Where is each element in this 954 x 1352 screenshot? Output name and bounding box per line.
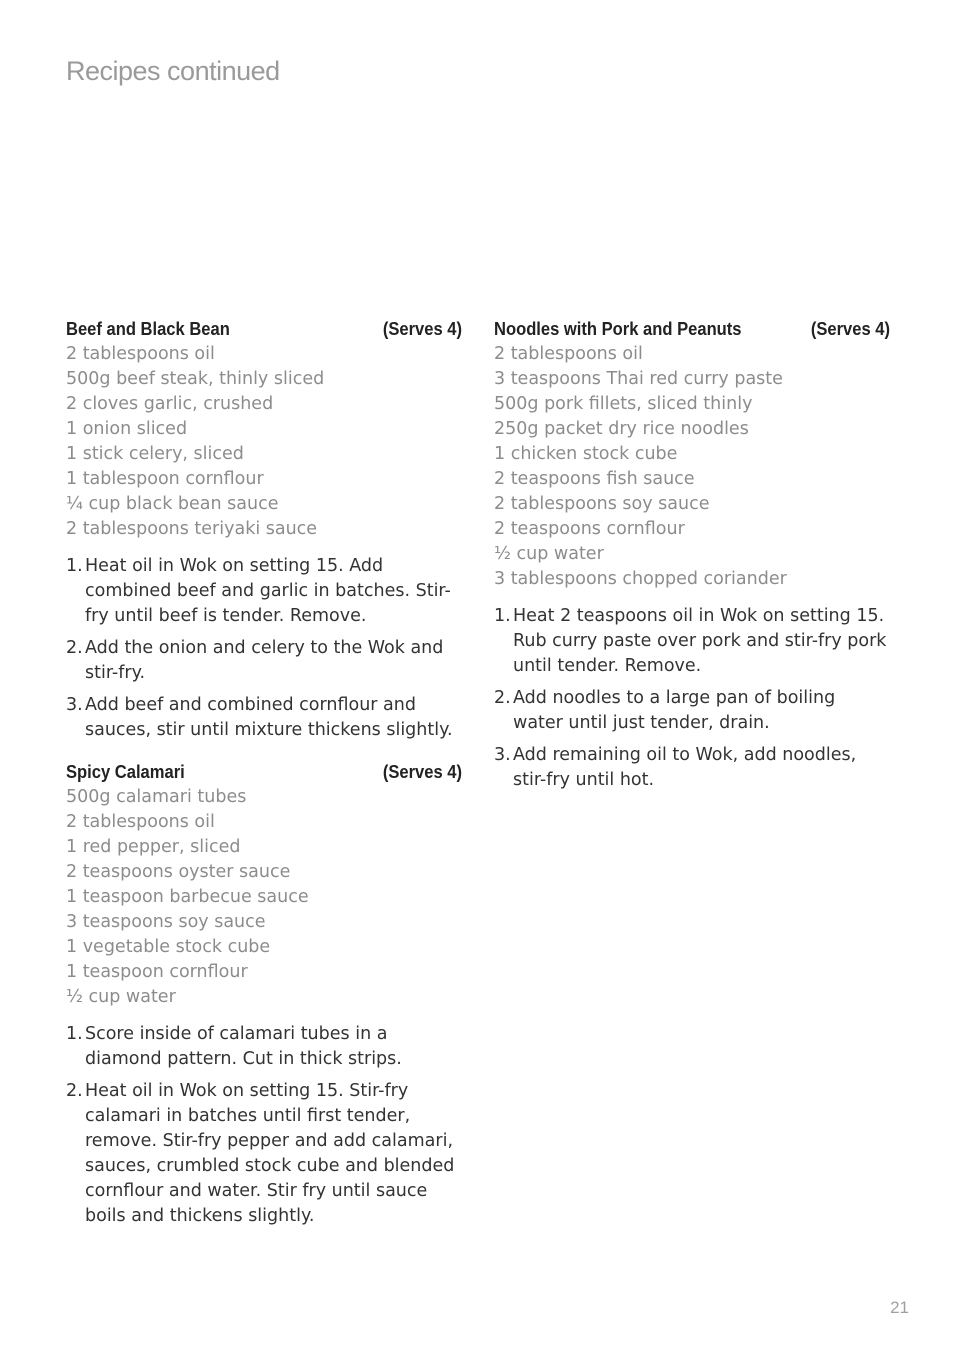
recipe-title: Noodles with Pork and Peanuts [494, 319, 742, 339]
method-steps [66, 554, 462, 743]
ingredient-item: 2 tablespoons soy sauce [494, 494, 710, 514]
ingredient-item: 1 chicken stock cube [494, 444, 678, 464]
ingredient-item: ½ cup water [494, 544, 604, 564]
recipe-spicy-calamari [66, 759, 462, 1229]
step-number: 2. [66, 1081, 83, 1101]
step-text: Heat 2 teaspoons oil in Wok on setting 15. Rub curry paste over pork and stir-fry pork until tender. Remove. [513, 606, 887, 676]
page-title: Recipes continued [66, 56, 280, 86]
step-number: 3. [494, 745, 511, 765]
left-column [66, 316, 462, 1245]
step-number: 1. [494, 606, 511, 626]
recipe-beef-and-black-bean [66, 316, 462, 743]
step-text: Add beef and combined cornflour and sauces, stir until mixture thickens slightly. [85, 695, 453, 740]
step-text: Add remaining oil to Wok, add noodles, stir-fry until hot. [513, 745, 857, 790]
step-text: Heat oil in Wok on setting 15. Add combined beef and garlic in batches. Stir-fry until beef is tender. Remove. [85, 556, 451, 626]
method-step [66, 554, 462, 629]
ingredient-item: 1 tablespoon cornflour [66, 469, 264, 489]
recipe-header [66, 316, 462, 342]
ingredient-item: 1 vegetable stock cube [66, 937, 271, 957]
ingredient-item: 2 tablespoons teriyaki sauce [66, 519, 318, 539]
right-column [494, 316, 890, 809]
ingredient-item: 2 teaspoons cornflour [494, 519, 685, 539]
method-steps [494, 604, 890, 793]
ingredient-item: 2 teaspoons oyster sauce [66, 862, 291, 882]
method-step [66, 1079, 462, 1229]
ingredient-item: 2 tablespoons oil [66, 344, 215, 364]
method-step [494, 686, 890, 736]
step-number: 2. [66, 638, 83, 658]
recipe-header [494, 316, 890, 342]
ingredient-item: 1 stick celery, sliced [66, 444, 244, 464]
ingredient-item: 500g beef steak, thinly sliced [66, 369, 325, 389]
ingredient-item: 2 cloves garlic, crushed [66, 394, 274, 414]
step-number: 3. [66, 695, 83, 715]
method-step [66, 693, 462, 743]
ingredient-item: 500g pork fillets, sliced thinly [494, 394, 753, 414]
recipe-header [66, 759, 462, 785]
recipe-title: Beef and Black Bean [66, 319, 230, 339]
step-number: 2. [494, 688, 511, 708]
step-text: Score inside of calamari tubes in a diamond pattern. Cut in thick strips. [85, 1024, 402, 1069]
ingredient-item: 3 teaspoons soy sauce [66, 912, 266, 932]
ingredient-list [66, 342, 462, 542]
ingredient-item: 3 teaspoons Thai red curry paste [494, 369, 783, 389]
ingredient-item: ½ cup water [66, 987, 176, 1007]
ingredient-item: 1 teaspoon cornflour [66, 962, 248, 982]
recipe-serves: (Serves 4) [382, 762, 463, 782]
step-text: Add the onion and celery to the Wok and stir-fry. [85, 638, 444, 683]
recipe-noodles-with-pork-and-peanuts [494, 316, 890, 793]
ingredient-item: 2 teaspoons fish sauce [494, 469, 695, 489]
method-step [494, 604, 890, 679]
step-number: 1. [66, 1024, 83, 1044]
step-text: Heat oil in Wok on setting 15. Stir-fry calamari in batches until first tender, remove. Stir-fry pepper and add calamari, sauces, crumbled stock cube and blended cornflour and water. Stir fry until sauce boils and thickens slightly. [85, 1081, 455, 1226]
recipe-title: Spicy Calamari [66, 762, 185, 782]
ingredient-list [66, 785, 462, 1010]
ingredient-item: 2 tablespoons oil [66, 812, 215, 832]
step-text: Add noodles to a large pan of boiling water until just tender, drain. [513, 688, 836, 733]
ingredient-item: 1 onion sliced [66, 419, 188, 439]
page-number: 21 [890, 1298, 909, 1317]
recipe-serves: (Serves 4) [382, 319, 463, 339]
ingredient-item: 2 tablespoons oil [494, 344, 643, 364]
method-steps [66, 1022, 462, 1229]
ingredient-list [494, 342, 890, 592]
recipe-serves: (Serves 4) [810, 319, 891, 339]
method-step [66, 636, 462, 686]
ingredient-item: ¼ cup black bean sauce [66, 494, 279, 514]
ingredient-item: 1 red pepper, sliced [66, 837, 241, 857]
ingredient-item: 250g packet dry rice noodles [494, 419, 749, 439]
ingredient-item: 500g calamari tubes [66, 787, 247, 807]
method-step [66, 1022, 462, 1072]
method-step [494, 743, 890, 793]
ingredient-item: 3 tablespoons chopped coriander [494, 569, 787, 589]
ingredient-item: 1 teaspoon barbecue sauce [66, 887, 309, 907]
step-number: 1. [66, 556, 83, 576]
